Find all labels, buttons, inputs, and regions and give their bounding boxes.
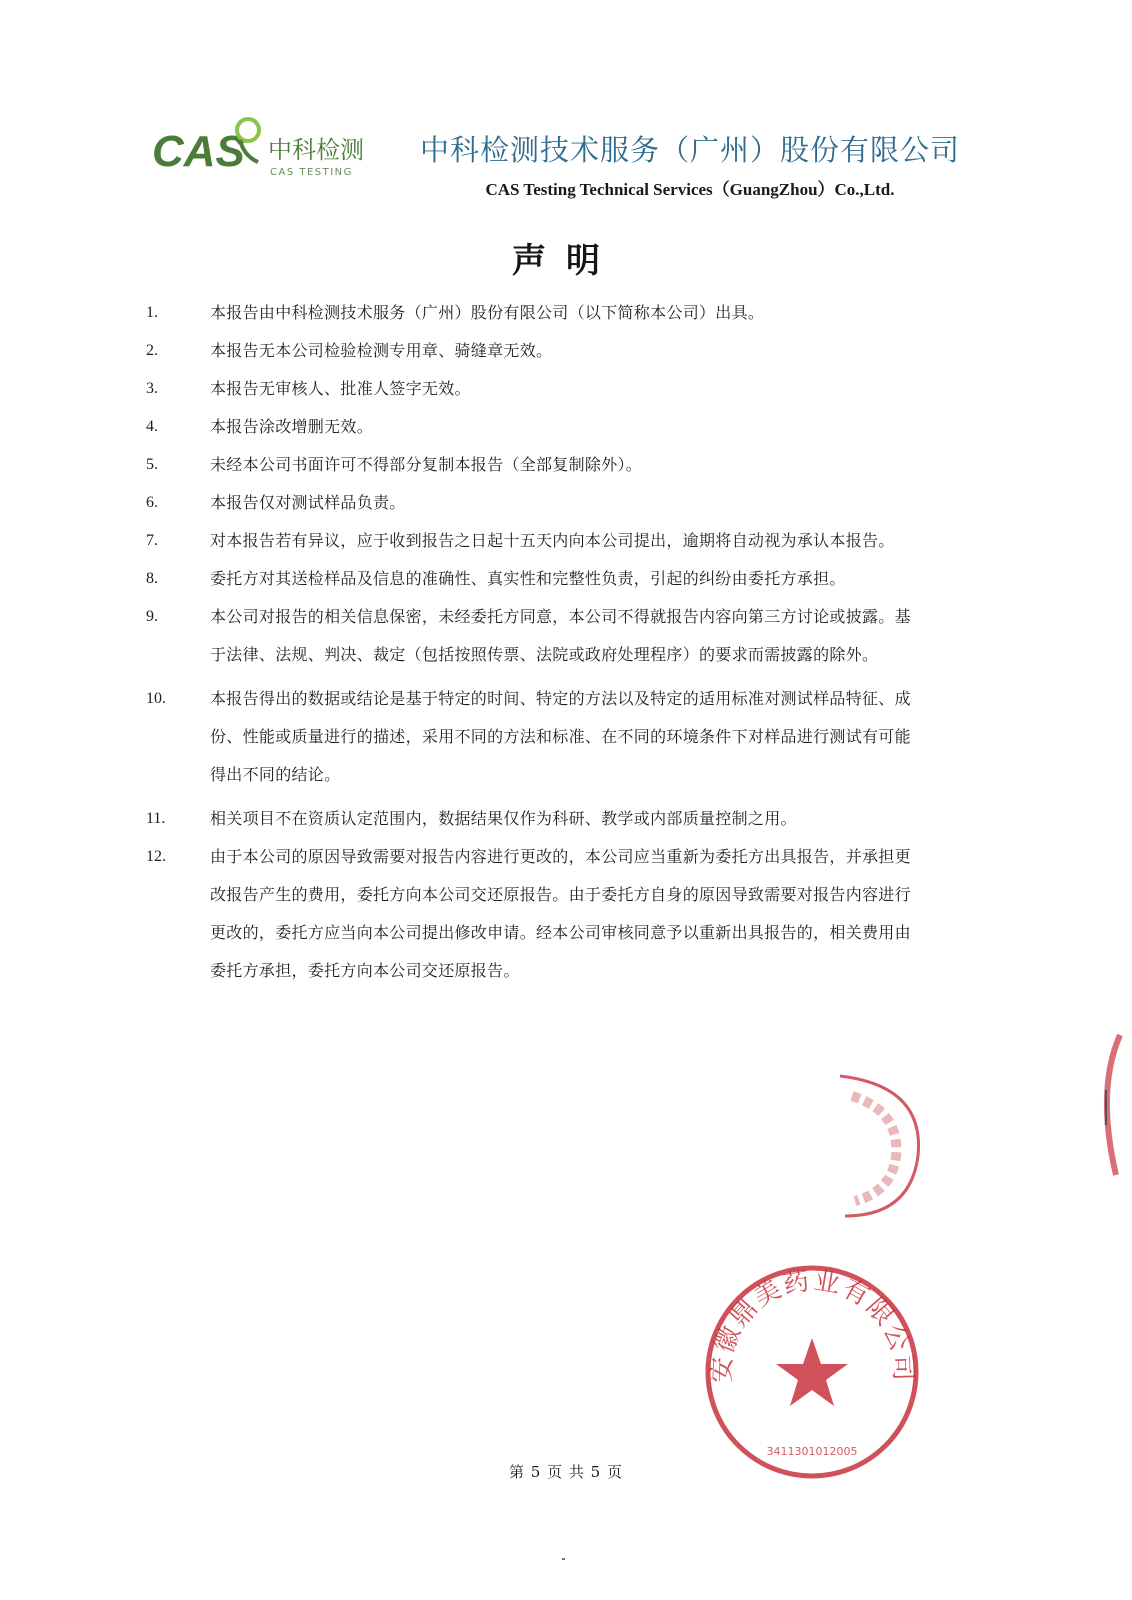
statement-line: 本报告无本公司检验检测专用章、骑缝章无效。 — [210, 341, 553, 360]
statement-number: 8. — [146, 570, 158, 587]
statement-text — [210, 680, 1016, 794]
statement-line: 本公司对报告的相关信息保密，未经委托方同意，本公司不得就报告内容向第三方讨论或披露。基 — [210, 607, 911, 626]
statement-line: 未经本公司书面许可不得部分复制本报告（全部复制除外）。 — [210, 455, 643, 474]
statement-item — [146, 838, 1016, 990]
statement-number: 1. — [146, 304, 158, 321]
statement-item — [146, 294, 1016, 332]
seam-stamp-edge — [1086, 1030, 1126, 1180]
statement-line: 份、性能或质量进行的描述，采用不同的方法和标准、在不同的环境条件下对样品进行测试有可能 — [210, 727, 911, 746]
statement-number: 4. — [146, 418, 158, 435]
statement-number: 5. — [146, 456, 158, 473]
statement-line: 得出不同的结论。 — [210, 765, 341, 784]
company-seal-stamp — [700, 1260, 925, 1485]
statement-item — [146, 332, 1016, 370]
company-name-en: CAS Testing Technical Services（GuangZhou）Co.,Ltd. — [485, 180, 895, 199]
statement-number: 6. — [146, 494, 158, 511]
partial-seal-stamp — [830, 1066, 940, 1226]
statement-item — [146, 680, 1016, 794]
statement-text — [210, 838, 1016, 990]
statement-number: 3. — [146, 380, 158, 397]
statement-line: 相关项目不在资质认定范围内，数据结果仅作为科研、教学或内部质量控制之用。 — [210, 809, 797, 828]
statement-line: 本报告涂改增删无效。 — [210, 417, 374, 436]
statement-number: 9. — [146, 608, 158, 625]
company-logo — [150, 108, 380, 188]
company-name-cn: 中科检测技术服务（广州）股份有限公司 — [420, 133, 961, 167]
scan-speck — [562, 1558, 565, 1560]
svg-text:CAS: CAS — [152, 127, 245, 176]
statement-number: 12. — [146, 848, 166, 865]
statement-line: 由于本公司的原因导致需要对报告内容进行更改的，本公司应当重新为委托方出具报告，并承担更 — [210, 847, 911, 866]
svg-text:3411301012005: 3411301012005 — [766, 1445, 858, 1458]
statement-text — [210, 598, 1016, 674]
statement-item — [146, 522, 1016, 560]
statement-item — [146, 598, 1016, 674]
page-title: 声明 — [512, 241, 620, 281]
statement-text — [210, 332, 1016, 370]
svg-text:CAS TESTING: CAS TESTING — [270, 167, 353, 178]
statement-text — [210, 484, 1016, 522]
statement-line: 改报告产生的费用，委托方向本公司交还原报告。由于委托方自身的原因导致需要对报告内容进行 — [210, 885, 911, 904]
statement-text — [210, 800, 1016, 838]
statement-list — [146, 294, 1016, 996]
statement-item — [146, 446, 1016, 484]
statement-line: 委托方承担，委托方向本公司交还原报告。 — [210, 961, 520, 980]
page-number: 第 5 页 共 5 页 — [509, 1463, 623, 1481]
statement-text — [210, 522, 1016, 560]
statement-text — [210, 370, 1016, 408]
statement-line: 本报告由中科检测技术服务（广州）股份有限公司（以下简称本公司）出具。 — [210, 303, 765, 322]
statement-number: 10. — [146, 690, 166, 707]
statement-text — [210, 560, 1016, 598]
statement-line: 本报告得出的数据或结论是基于特定的时间、特定的方法以及特定的适用标准对测试样品特征、成 — [210, 689, 911, 708]
statement-line: 本报告无审核人、批准人签字无效。 — [210, 379, 471, 398]
statement-line: 更改的，委托方应当向本公司提出修改申请。经本公司审核同意予以重新出具报告的，相关费用由 — [210, 923, 911, 942]
svg-text:中科检测: 中科检测 — [268, 136, 364, 164]
statement-line: 委托方对其送检样品及信息的准确性、真实性和完整性负责，引起的纠纷由委托方承担。 — [210, 569, 846, 588]
statement-line: 对本报告若有异议，应于收到报告之日起十五天内向本公司提出，逾期将自动视为承认本报告。 — [210, 531, 895, 550]
svg-text:安徽鼎美药业有限公司: 安徽鼎美药业有限公司 — [707, 1265, 918, 1384]
company-header — [420, 128, 960, 200]
statement-number: 7. — [146, 532, 158, 549]
statement-line: 本报告仅对测试样品负责。 — [210, 493, 406, 512]
statement-item — [146, 560, 1016, 598]
statement-line: 于法律、法规、判决、裁定（包括按照传票、法院或政府处理程序）的要求而需披露的除外。 — [210, 645, 879, 664]
statement-item — [146, 484, 1016, 522]
statement-text — [210, 294, 1016, 332]
statement-text — [210, 446, 1016, 484]
statement-item — [146, 370, 1016, 408]
statement-item — [146, 408, 1016, 446]
statement-number: 2. — [146, 342, 158, 359]
statement-text — [210, 408, 1016, 446]
statement-item — [146, 800, 1016, 838]
statement-number: 11. — [146, 810, 166, 827]
